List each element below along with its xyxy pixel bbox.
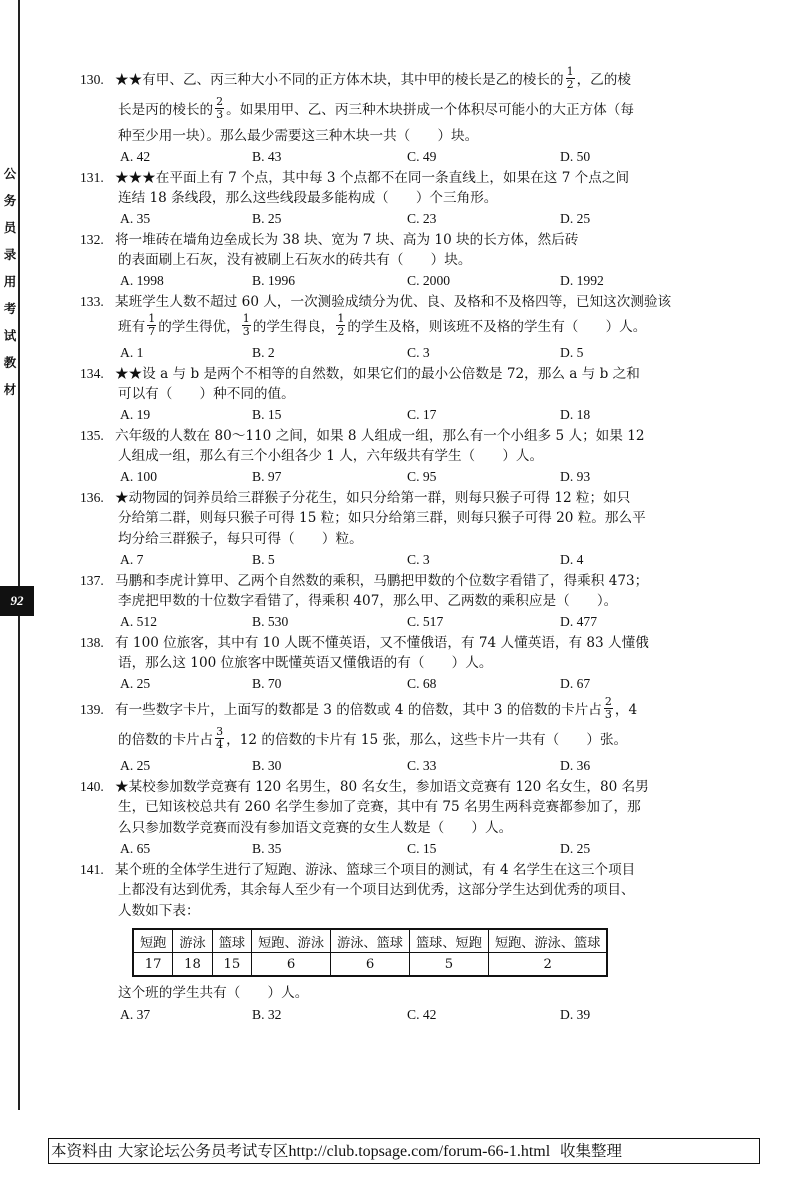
question-number: 134. xyxy=(80,366,104,381)
option-d: D. 50 xyxy=(560,149,591,164)
options xyxy=(80,147,760,167)
footer-link[interactable]: http://club.topsage.com/forum-66-1.html xyxy=(288,1143,551,1160)
option-b: B. 97 xyxy=(252,469,282,484)
question-133: 133. 某班学生人数不超过 60 人，一次测验成绩分为优、良、及格和不及格四等，已知这次测验该 班有 $\frac{1}{7}$ 的学生得优， $\frac{1}{3}$ 的学生得良， $\frac{1}{2}$ 的学生及格，则该班不及格的学生有（ ）人。 A. 1 B. 2 C. 3 D. 5 xyxy=(80,291,760,363)
option-a: A. 65 xyxy=(120,841,151,856)
question-number: 130. xyxy=(80,72,104,87)
option-d: D. 25 xyxy=(560,841,591,856)
option-c: C. 517 xyxy=(407,614,444,629)
question-list xyxy=(80,64,760,1025)
option-c: C. 49 xyxy=(407,149,437,164)
options xyxy=(80,674,760,694)
option-a: A. 42 xyxy=(120,149,151,164)
table-cell: 6 xyxy=(331,953,410,977)
question-139: 139. 有一些数字卡片，上面写的数都是 3 的倍数或 4 的倍数，其中 3 的倍数的卡片占 $\frac{2}{3}$ ，4 的倍数的卡片占 $\frac{3}{4}$ ，12 的倍数的卡片有 15 张，那么，这些卡片一共有（ ）张。 A. 25 B. 30 C. 33 D. 36 xyxy=(80,694,760,776)
table-cell: 17 xyxy=(133,953,173,977)
question-number: 139. xyxy=(80,702,104,717)
question-number: 138. xyxy=(80,635,104,650)
side-char: 务 xyxy=(3,193,17,208)
question-number: 141. xyxy=(80,862,104,877)
table-cell: 15 xyxy=(212,953,251,977)
fraction: $\frac{1}{7}$ xyxy=(148,312,156,338)
fraction: $\frac{3}{4}$ xyxy=(216,725,224,751)
option-d: D. 36 xyxy=(560,758,591,773)
option-b: B. 35 xyxy=(252,841,282,856)
question-number: 135. xyxy=(80,428,104,443)
question-135: 135. 六年级的人数在 80～110 之间，如果 8 人组成一组，那么有一个小组多 5 人；如果 12 人组成一组，那么有三个小组各少 1 人，六年级共有学生（ ）人。 A. 100 B. 97 C. 95 D. 93 xyxy=(80,425,760,487)
table-row xyxy=(133,953,607,977)
footer-banner xyxy=(48,1138,760,1164)
option-b: B. 5 xyxy=(252,552,275,567)
options xyxy=(80,839,760,859)
options xyxy=(80,343,760,363)
option-c: C. 3 xyxy=(407,552,430,567)
page-number: 92 xyxy=(10,593,24,608)
question-number: 131. xyxy=(80,170,104,185)
option-a: A. 1 xyxy=(120,345,144,360)
option-a: A. 100 xyxy=(120,469,158,484)
option-b: B. 43 xyxy=(252,149,282,164)
table-cell: 6 xyxy=(252,953,331,977)
question-number: 137. xyxy=(80,573,104,588)
fraction: $\frac{1}{3}$ xyxy=(242,312,250,338)
option-d: D. 5 xyxy=(560,345,584,360)
option-b: B. 25 xyxy=(252,211,282,226)
options xyxy=(80,1005,760,1025)
option-a: A. 1998 xyxy=(120,273,164,288)
table-cell: 2 xyxy=(488,953,607,977)
margin-rule xyxy=(18,0,20,1110)
side-label xyxy=(3,160,17,403)
option-b: B. 530 xyxy=(252,614,289,629)
options xyxy=(80,467,760,487)
option-c: C. 42 xyxy=(407,1007,437,1022)
option-c: C. 2000 xyxy=(407,273,451,288)
option-a: A. 35 xyxy=(120,211,151,226)
table-cell: 5 xyxy=(410,953,489,977)
table-cell: 18 xyxy=(173,953,212,977)
footer-text-end: 收集整理 xyxy=(560,1142,623,1160)
table-header: 篮球、短跑 xyxy=(410,929,489,953)
table-header-row xyxy=(133,929,607,953)
option-d: D. 93 xyxy=(560,469,591,484)
options xyxy=(80,405,760,425)
options xyxy=(80,271,760,291)
table-header: 篮球 xyxy=(212,929,251,953)
option-a: A. 37 xyxy=(120,1007,151,1022)
option-c: C. 95 xyxy=(407,469,437,484)
results-table xyxy=(132,928,608,977)
option-c: C. 33 xyxy=(407,758,437,773)
side-char: 试 xyxy=(3,328,17,343)
question-130: 130. ★★有甲、乙、丙三种大小不同的正方体木块，其中甲的棱长是乙的棱长的 $\frac{1}{2}$ ，乙的棱 长是丙的棱长的 $\frac{2}{3}$ 。如果用甲、乙、丙三种木块拼成一个体积尽可能小的大正方体（每 种至少用一块）。那么最少需要这三种木块一共（ ）块。 A. 42 B. 43 C. 49 D. 50 xyxy=(80,64,760,167)
fraction: $\frac{1}{2}$ xyxy=(337,312,345,338)
option-d: D. 39 xyxy=(560,1007,591,1022)
option-a: A. 512 xyxy=(120,614,158,629)
option-c: C. 3 xyxy=(407,345,430,360)
options xyxy=(80,209,760,229)
option-a: A. 25 xyxy=(120,758,151,773)
table-header: 短跑、游泳、篮球 xyxy=(488,929,607,953)
side-char: 材 xyxy=(3,382,17,397)
question-number: 132. xyxy=(80,232,104,247)
option-d: D. 25 xyxy=(560,211,591,226)
side-char: 公 xyxy=(3,166,17,181)
question-134: 134. ★★设 a 与 b 是两个不相等的自然数，如果它们的最小公倍数是 72，那么 a 与 b 之和 可以有（ ）种不同的值。 A. 19 B. 15 C. 17 D. 18 xyxy=(80,363,760,425)
question-131: 131. ★★★在平面上有 7 个点，其中每 3 个点都不在同一条直线上，如果在这 7 个点之间 连结 18 条线段，那么这些线段最多能构成（ ）个三角形。 A. 35 B. 25 C. 23 D. 25 xyxy=(80,167,760,229)
options xyxy=(80,612,760,632)
option-c: C. 17 xyxy=(407,407,437,422)
fraction: $\frac{1}{2}$ xyxy=(566,65,574,91)
question-number: 133. xyxy=(80,294,104,309)
option-d: D. 18 xyxy=(560,407,591,422)
page-number-tab xyxy=(0,586,34,616)
options xyxy=(80,756,760,776)
question-136: 136. ★动物园的饲养员给三群猴子分花生，如只分给第一群，则每只猴子可得 12 粒；如只 分给第二群，则每只猴子可得 15 粒；如只分给第三群，则每只猴子可得 20 粒。那么平 均分给三群猴子，每只可得（ ）粒。 A. 7 B. 5 C. 3 D. 4 xyxy=(80,487,760,570)
option-b: B. 32 xyxy=(252,1007,282,1022)
option-d: D. 67 xyxy=(560,676,591,691)
side-char: 用 xyxy=(3,274,17,289)
table-header: 游泳、篮球 xyxy=(331,929,410,953)
option-b: B. 15 xyxy=(252,407,282,422)
fraction: $\frac{2}{3}$ xyxy=(216,95,224,121)
question-138: 138. 有 100 位旅客，其中有 10 人既不懂英语，又不懂俄语，有 74 人懂英语，有 83 人懂俄 语，那么这 100 位旅客中既懂英语又懂俄语的有（ ）人。 A. 25 B. 70 C. 68 D. 67 xyxy=(80,632,760,694)
option-d: D. 4 xyxy=(560,552,584,567)
option-c: C. 68 xyxy=(407,676,437,691)
question-141: 141. 某个班的全体学生进行了短跑、游泳、篮球三个项目的测试，有 4 名学生在这三个项目 上都没有达到优秀，其余每人至少有一个项目达到优秀，这部分学生达到优秀的项目、 人数如下表： 短跑 游泳 篮球 短跑、游泳 游泳、篮球 篮球、短跑 短跑、游泳、篮球 17 18 15 6 6 5 2 这个班的学生共有（ ）人。 A. 37 B. 32 C. 42 D. 39 xyxy=(80,859,760,1025)
options xyxy=(80,550,760,570)
table-header: 短跑、游泳 xyxy=(252,929,331,953)
option-a: A. 7 xyxy=(120,552,144,567)
option-d: D. 477 xyxy=(560,614,598,629)
question-132: 132. 将一堆砖在墙角边垒成长为 38 块、宽为 7 块、高为 10 块的长方体，然后砖 的表面刷上石灰，没有被刷上石灰水的砖共有（ ）块。 A. 1998 B. 1996 C. 2000 D. 1992 xyxy=(80,229,760,291)
option-c: C. 15 xyxy=(407,841,437,856)
option-c: C. 23 xyxy=(407,211,437,226)
option-b: B. 70 xyxy=(252,676,282,691)
table-header: 游泳 xyxy=(173,929,212,953)
side-char: 考 xyxy=(3,301,17,316)
footer-text: 本资料由 大家论坛公务员考试专区 xyxy=(51,1142,289,1160)
option-d: D. 1992 xyxy=(560,273,604,288)
option-a: A. 25 xyxy=(120,676,151,691)
question-140: 140. ★某校参加数学竞赛有 120 名男生，80 名女生，参加语文竞赛有 120 名女生，80 名男 生，已知该校总共有 260 名学生参加了竞赛，其中有 75 名男生两科竞赛都参加了，那 么只参加数学竞赛而没有参加语文竞赛的女生人数是（ ）人。 A. 65 B. 35 C. 15 D. 25 xyxy=(80,776,760,859)
option-b: B. 1996 xyxy=(252,273,296,288)
option-b: B. 30 xyxy=(252,758,282,773)
option-b: B. 2 xyxy=(252,345,275,360)
table-header: 短跑 xyxy=(133,929,173,953)
option-a: A. 19 xyxy=(120,407,151,422)
question-number: 136. xyxy=(80,490,104,505)
side-char: 教 xyxy=(3,355,17,370)
question-137: 137. 马鹏和李虎计算甲、乙两个自然数的乘积，马鹏把甲数的个位数字看错了，得乘积 473； 李虎把甲数的十位数字看错了，得乘积 407，那么甲、乙两数的乘积应是（ ）。 A. 512 B. 530 C. 517 D. 477 xyxy=(80,570,760,632)
side-char: 员 xyxy=(3,220,17,235)
fraction: $\frac{2}{3}$ xyxy=(604,695,612,721)
question-number: 140. xyxy=(80,779,104,794)
side-char: 录 xyxy=(3,247,17,262)
